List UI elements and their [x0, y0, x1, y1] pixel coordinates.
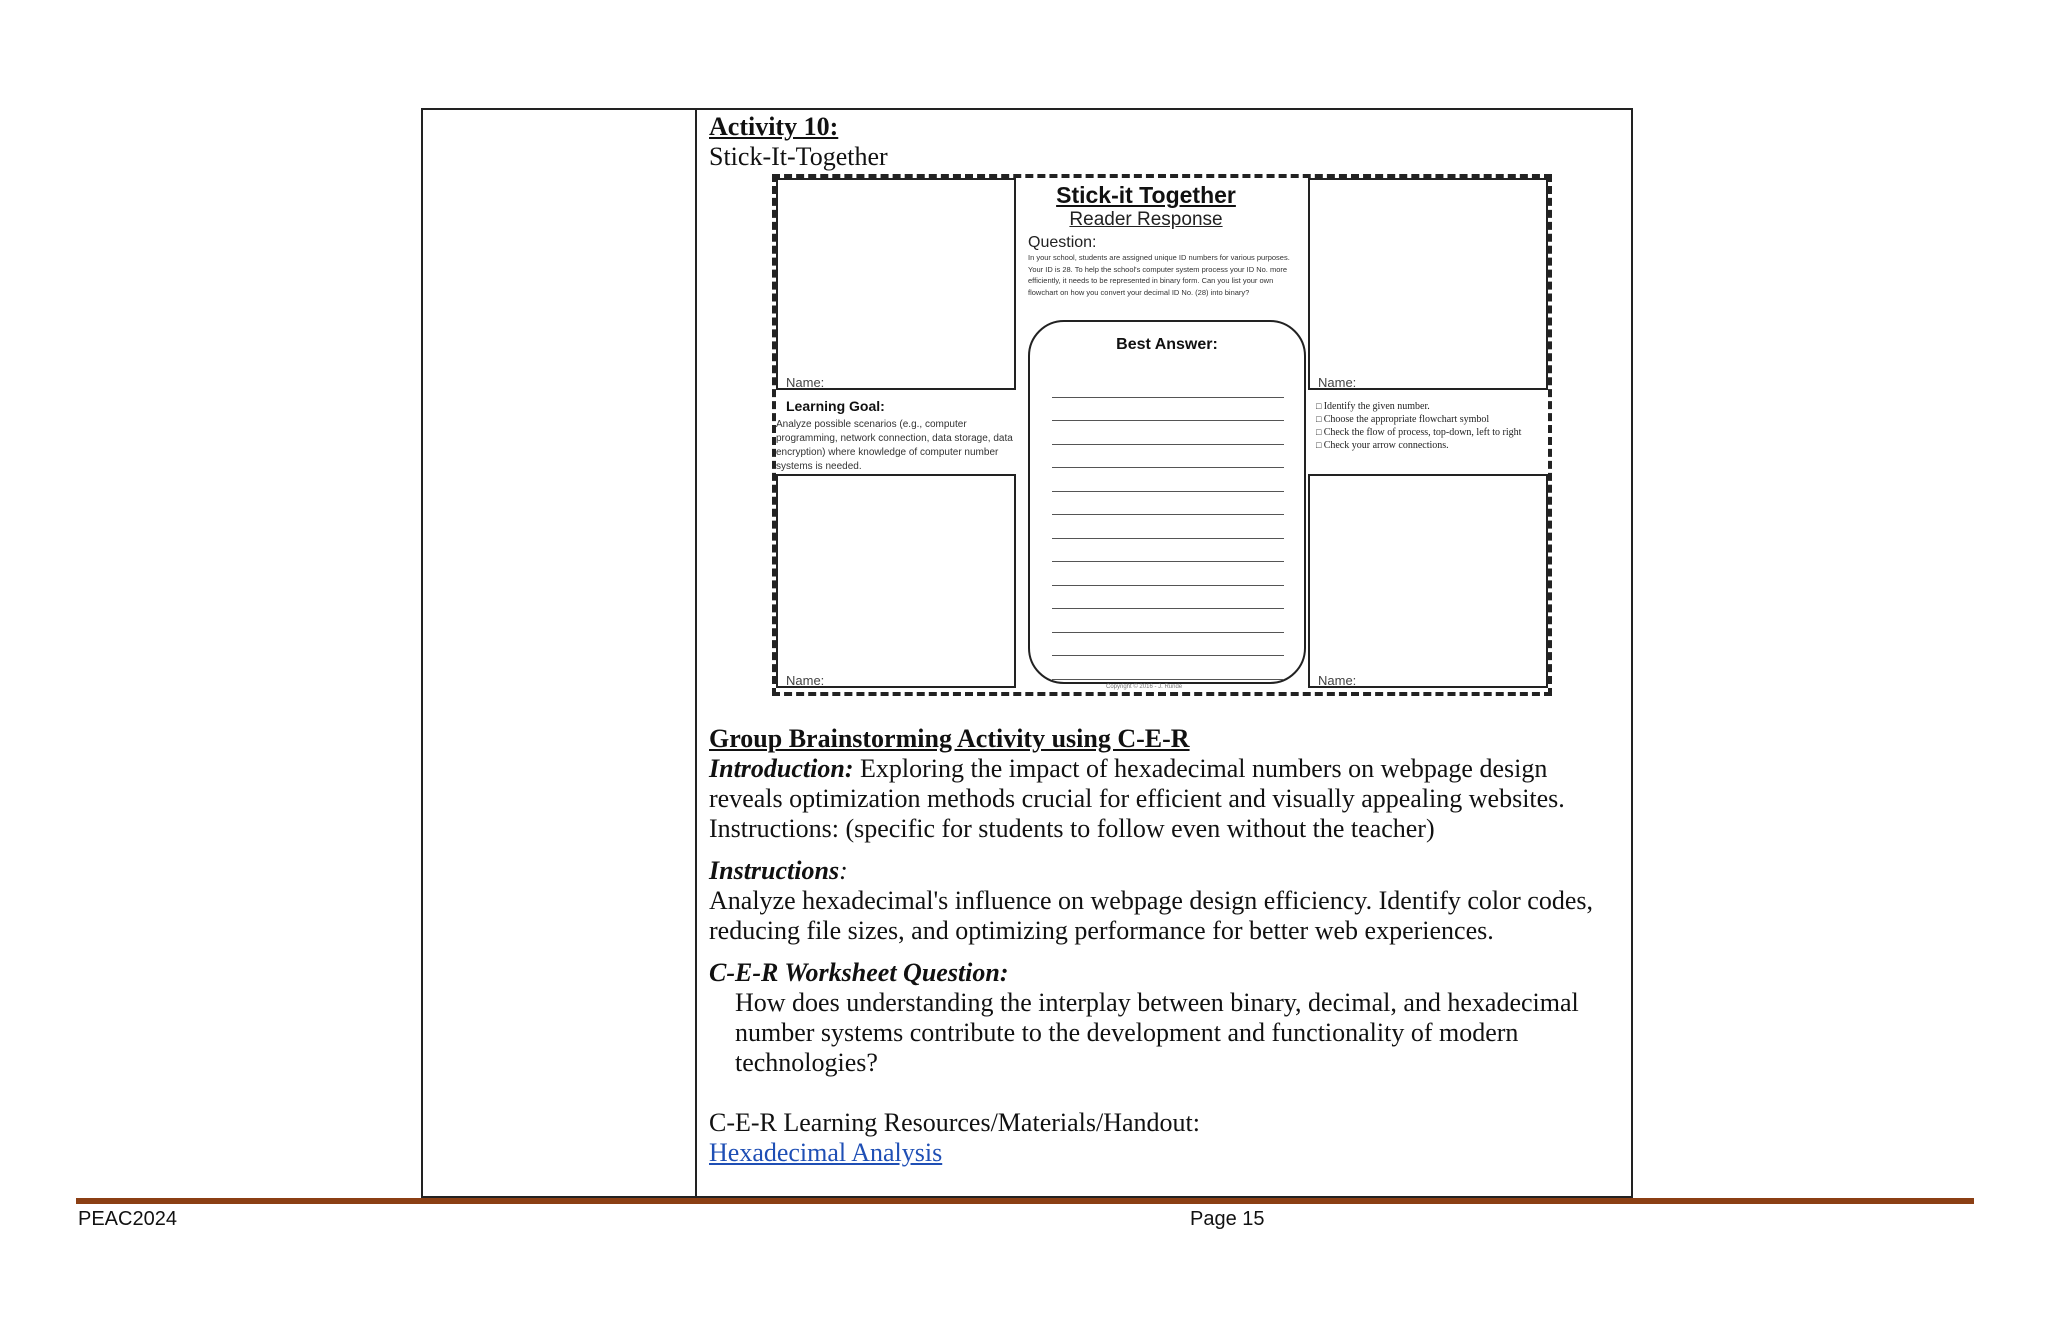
instructions-heading [709, 856, 1619, 886]
answer-line [1052, 374, 1284, 398]
introduction-label: Introduction: [709, 754, 854, 783]
question-text: How does understanding the interplay between binary, decimal, and hexadecimal number systems contribute to the development and functionality of modern technologies? [735, 988, 1579, 1077]
introduction-paragraph [709, 754, 1619, 814]
hexadecimal-analysis-link[interactable]: Hexadecimal Analysis [709, 1138, 943, 1167]
name-label: Name: [786, 673, 825, 688]
question-heading [709, 958, 1619, 988]
answer-lines [1052, 374, 1284, 680]
answer-line [1052, 398, 1284, 422]
sticky-box-bottom-right [1308, 474, 1548, 688]
sticky-box-top-left [776, 178, 1016, 390]
answer-line [1052, 656, 1284, 680]
checklist-item: □ Choose the appropriate flowchart symbol [1316, 413, 1546, 426]
name-label: Name: [1318, 673, 1357, 688]
worksheet-title: Stick-it Together [1056, 182, 1236, 208]
page-number: Page 15 [1190, 1208, 1265, 1230]
instructions-text: Analyze hexadecimal's influence on webpage design efficiency. Identify color codes, reducing file sizes, and optimizing performance for better web experiences. [709, 886, 1593, 945]
answer-line [1052, 492, 1284, 516]
checklist-item: □ Check your arrow connections. [1316, 439, 1546, 452]
answer-line [1052, 562, 1284, 586]
learning-goal-title: Learning Goal: [786, 398, 885, 414]
answer-line [1052, 633, 1284, 657]
instructions-label: Instructions [709, 856, 840, 885]
spacer [709, 844, 1619, 856]
worksheet-subtitle: Reader Response [1069, 209, 1223, 230]
checklist [1316, 400, 1546, 452]
introduction-text: Exploring the impact of hexadecimal numbers on webpage design reveals optimization methods crucial for efficient and visually appealing websites. [709, 754, 1565, 813]
checklist-item: □ Check the flow of process, top-down, left to right [1316, 426, 1546, 439]
footer-rule [76, 1198, 1974, 1204]
worksheet-copyright: Copyright © 2016 - J. Runde [1106, 684, 1183, 690]
sticky-box-top-right [1308, 178, 1548, 390]
answer-line [1052, 445, 1284, 469]
answer-line [1052, 586, 1284, 610]
best-answer-title: Best Answer: [1116, 336, 1218, 353]
question-label: C-E-R Worksheet Question: [709, 958, 1009, 987]
answer-line [1052, 539, 1284, 563]
activity-name: Stick-It-Together [709, 142, 888, 171]
footer-left-label: PEAC2024 [78, 1208, 177, 1230]
best-answer-box [1028, 320, 1306, 684]
activity-heading: Activity 10: [709, 112, 839, 141]
worksheet-image [772, 174, 1552, 696]
answer-line [1052, 515, 1284, 539]
instructions-note: Instructions: (specific for students to follow even without the teacher) [709, 814, 1435, 843]
worksheet-question-label: Question: [1028, 234, 1097, 251]
answer-line [1052, 609, 1284, 633]
group-heading: Group Brainstorming Activity using C-E-R [709, 724, 1190, 753]
column-divider [695, 110, 697, 1196]
name-label: Name: [786, 375, 825, 390]
instructions-colon: : [839, 856, 848, 885]
spacer [709, 1078, 1619, 1108]
resources-label: C-E-R Learning Resources/Materials/Handout: [709, 1108, 1200, 1137]
answer-line [1052, 421, 1284, 445]
answer-line [1052, 468, 1284, 492]
learning-goal-text: Analyze possible scenarios (e.g., computer programming, network connection, data storage, data encryption) where knowledge of computer number systems is needed. [776, 419, 1013, 472]
spacer [709, 946, 1619, 958]
sticky-box-bottom-left [776, 474, 1016, 688]
checklist-item: □ Identify the given number. [1316, 400, 1546, 413]
worksheet-question-text: In your school, students are assigned unique ID numbers for various purposes. Your ID is 28. To help the school's computer system process your ID No. more efficiently, it needs to be represented in binary form. Can you list your own flowchart on how you convert your decimal ID No. (28) into binary? [1028, 253, 1290, 297]
name-label: Name: [1318, 375, 1357, 390]
